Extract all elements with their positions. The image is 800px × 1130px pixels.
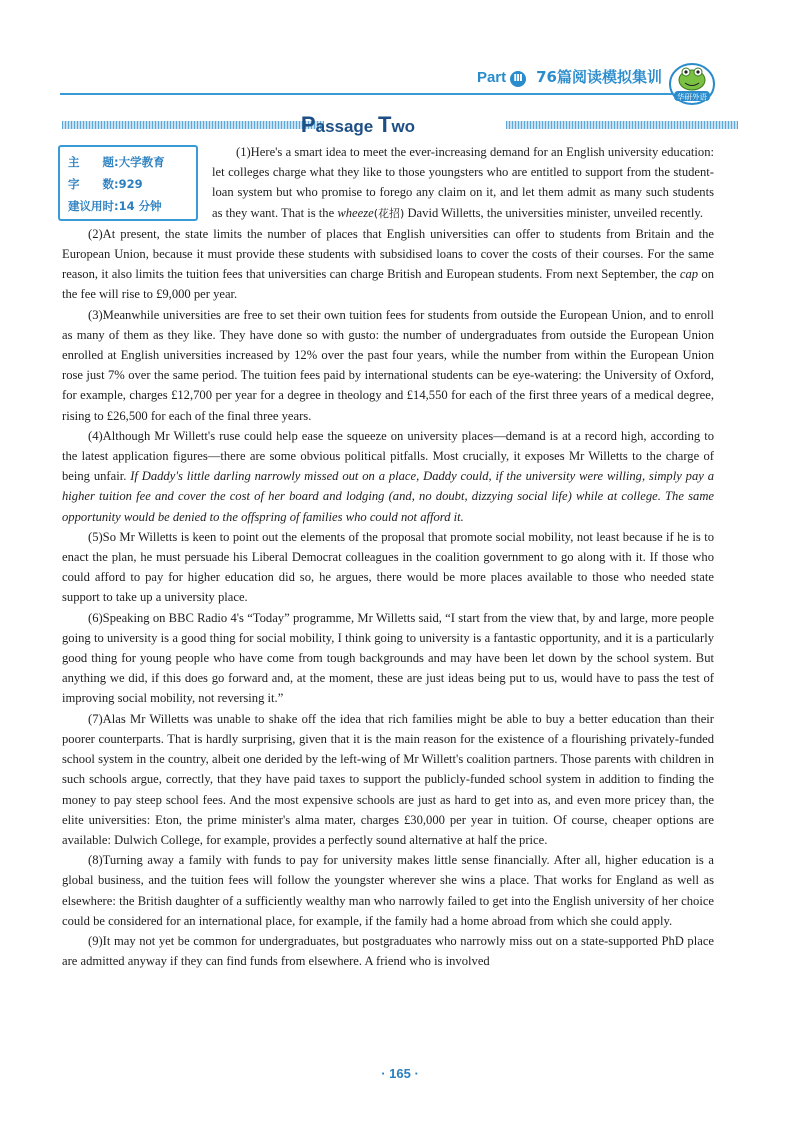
- paragraph-2: (2)At present, the state limits the number of places that English universities can offer to students from Britain and the European Union, because it must provide these students with subsidised loans to cover the costs of their courses. For the same reason, it also limits the tuition fees that universities can charge British and European students. From next September, the cap on the fee will rise to £9,000 per year.: [62, 226, 715, 302]
- paragraph-1: (1)Here's a smart idea to meet the ever-increasing demand for an English university education: let colleges charge what they like to those youngsters who are entitled to support from the student-loan system but who promise to forego any claim on it, and let them admit as many such students as they want. That is the wheeze(花招) David Willetts, the universities minister, unveiled recently.: [212, 145, 714, 220]
- paragraph-9: (9)It may not yet be common for undergraduates, but postgraduates who narrowly miss out on a state-supported PhD place are admitted anyway if they can find funds from elsewhere. A friend who is involved: [62, 933, 714, 969]
- part-number-badge: Ⅲ: [510, 71, 526, 87]
- paragraph-8: (8)Turning away a family with funds to pay for university makes little sense financially. After all, higher education is a global business, and the tuition fees will follow the youngster wherever she wins a place. That works for England as well as elsewhere: the British daughter of a sufficiently wealthy man who narrowly failed to get into the English university of her choice could be considered for an international place, for example, if the family had a home abroad from which she could apply.: [62, 853, 714, 928]
- header-rule: [60, 93, 672, 95]
- passage-body: [62, 142, 714, 971]
- logo-text: 华研外语: [677, 92, 707, 102]
- page-number: · 165 ·: [381, 1066, 419, 1081]
- header-title: [477, 66, 662, 87]
- title-bar-right: [506, 121, 738, 129]
- paragraph-4: (4)Although Mr Willett's ruse could help ease the squeeze on university places—demand is at a record high, according to the latest application figures—there are some obvious political pitfalls. Most crucially, it exposes Mr Willetts to the charge of being unfair. If Daddy's little darling narrowly missed out on a place, Daddy could, if the university were willing, simply pay a higher tuition fee and cover the cost of her board and lodging (and, no doubt, dizzying social life) while at college. The same opportunity would be denied to the offspring of families who could not afford it.: [62, 428, 714, 524]
- info-word-count: 字 数:929: [68, 177, 143, 191]
- page-header: [0, 60, 800, 100]
- paragraph-5: (5)So Mr Willetts is keen to point out the elements of the proposal that promote social mobility, not least because if he is to enact the plan, he must persuade his Liberal Democrat colleagues in the coalition government to go along with it. If those who could afford to pay for higher education did so, he argues, there would be more places available to those who needed state support to take up a university place.: [62, 529, 714, 605]
- paragraph-7: (7)Alas Mr Willetts was unable to shake off the idea that rich families might be able to buy a better education than their poorer counterparts. That is hardly surprising, given that it is the main reason for the existence of a flourishing privately-funded school system in the country, albeit one derided by the left-wing of Mr Willett's coalition partners. Those parents with children in such schools argue, correctly, that they have paid taxes to support the publicly-funded school system in addition to finding the money to pay steep school fees. And the most expensive schools are just as hard to get into as, and even more pricey than, the elite universities: Eton, the prime minister's alma mater, charges £30,000 per year in tuition. Of course, cheaper options are available: Dulwich College, for example, provides a perfectly sound alternative at half the price.: [62, 711, 714, 847]
- part-label: Part: [476, 69, 507, 86]
- passage-title: Passage Two: [300, 112, 416, 137]
- section-title: 76篇阅读模拟集训: [536, 68, 662, 86]
- paragraph-6: (6)Speaking on BBC Radio 4's “Today” programme, Mr Willetts said, “I start from the view that, by and large, more people going to university is a good thing for social mobility, I think going to university is a fantastic opportunity, and it is a particularly good thing for young people who have come from tough backgrounds and may have been let down by the school system. But anything we did, if this does go forward and, at the moment, these are just ideas being put to us, would have to pass the test of improving social mobility, not reversing it.”: [62, 610, 714, 706]
- info-topic: 主 题:大学教育: [68, 155, 165, 169]
- publisher-logo-icon: [668, 60, 716, 106]
- info-suggested-time: 建议用时:14 分钟: [68, 199, 162, 213]
- paragraph-3: (3)Meanwhile universities are free to set their own tuition fees for students from outside the European Union, and to enroll as many of them as they like. They have done so with gusto: the number of undergraduates from outside the European Union enrolled at English universities increased by 12% over the past four years, while the number from within the European Union rose just 7% over the same period. The tuition fees paid by international students can be eye-watering: the University of Oxford, for example, charges £12,700 per year for a degree in theology and £14,550 for each of the first three years of a medical degree, rising to £26,500 for each of the final three years.: [62, 307, 714, 423]
